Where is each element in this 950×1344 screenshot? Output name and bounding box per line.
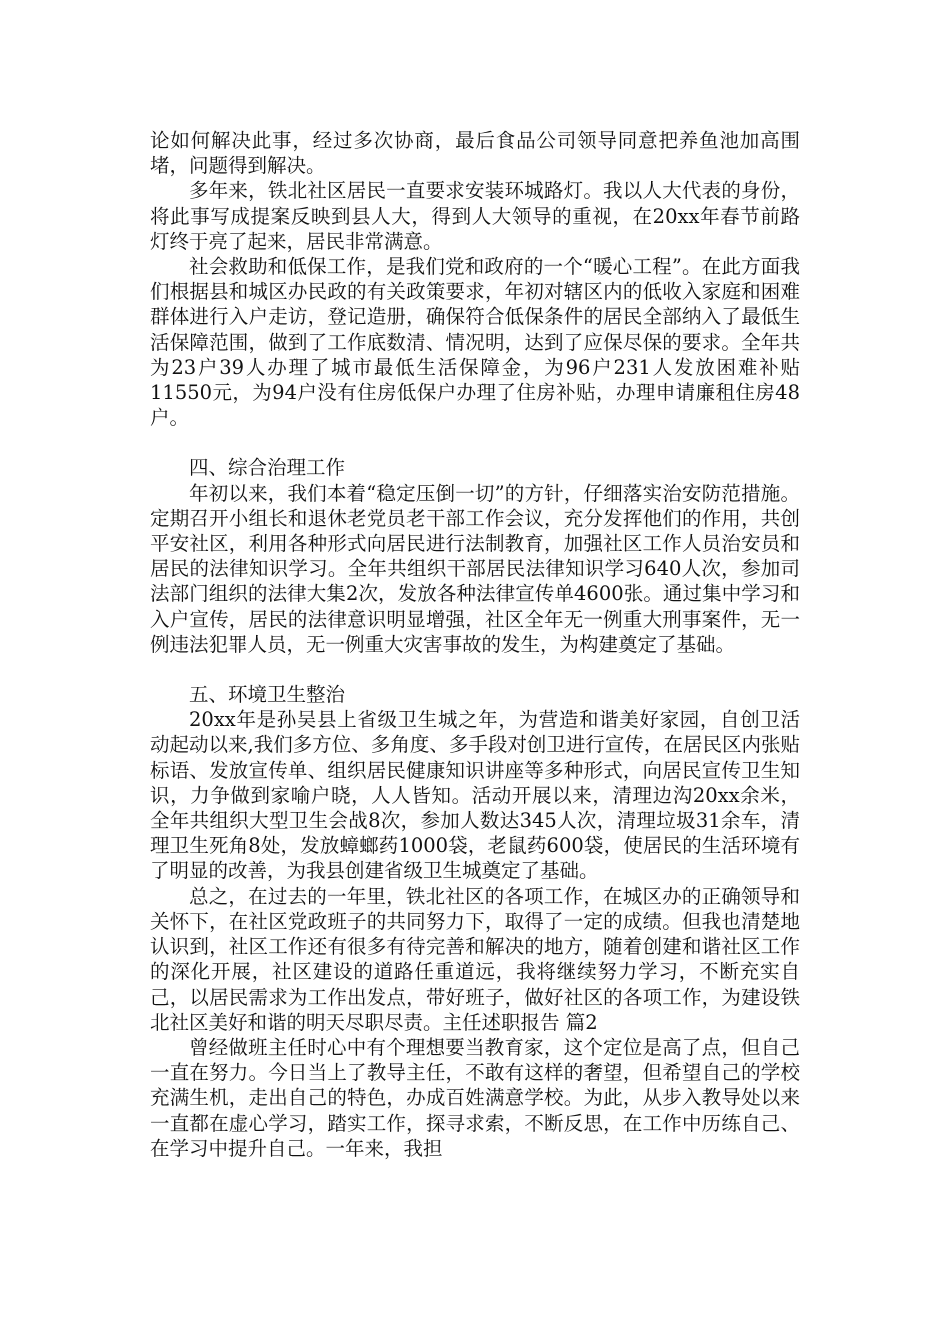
paragraph-environmental-sanitation: 20xx年是孙吴县上省级卫生城之年，为营造和谐美好家园，自创卫活动起动以来,我们多方位、多角度、多手段对创卫进行宣传，在居民区内张贴标语、发放宣传单、组织居民健康知识讲座等多种形式，向居民宣传卫生知识，力争做到家喻户晓，人人皆知。活动开展以来，清理边沟20xx余米，全年共组织大型卫生会战8次，参加人数达345人次，清理垃圾31余车，清理卫生死角8处，发放蟑螂药1000袋，老鼠药600袋，使居民的生活环境有了明显的改善，为我县创建省级卫生城奠定了基础。 [150,708,800,883]
document-page [150,128,800,1161]
paragraph-comprehensive-governance: 年初以来，我们本着“稳定压倒一切”的方针，仔细落实治安防范措施。定期召开小组长和退休老党员老干部工作会议，充分发挥他们的作用，共创平安社区，利用各种形式向居民进行法制教育，加强社区工作人员治安员和居民的法律知识学习。全年共组织干部居民法律知识学习640人次，参加司法部门组织的法律大集2次，发放各种法律宣传单4600张。通过集中学习和入户宣传，居民的法律意识明显增强，社区全年无一例重大刑事案件，无一例违法犯罪人员，无一例重大灾害事故的发生，为构建奠定了基础。 [150,481,800,656]
section-heading-environmental-sanitation: 五、环境卫生整治 [189,683,346,707]
section-heading-comprehensive-governance: 四、综合治理工作 [189,456,346,480]
paragraph-report-part-2: 曾经做班主任时心中有个理想要当教育家，这个定位是高了点，但自己一直在努力。今日当上了教导主任，不敢有这样的奢望，但希望自己的学校充满生机，走出自己的特色，办成百姓满意学校。为此，从步入教导处以来一直都在虚心学习，踏实工作，探寻求索，不断反思，在工作中历练自己、在学习中提升自己。一年来，我担 [150,1035,800,1160]
paragraph-continuation: 论如何解决此事，经过多次协商，最后食品公司领导同意把养鱼池加高围堵，问题得到解决。 [150,129,800,178]
paragraph-street-lights: 多年来，铁北社区居民一直要求安装环城路灯。我以人大代表的身份，将此事写成提案反映到县人大，得到人大领导的重视，在20xx年春节前路灯终于亮了起来，居民非常满意。 [150,179,800,253]
paragraph-social-assistance: 社会救助和低保工作，是我们党和政府的一个“暖心工程”。在此方面我们根据县和城区办民政的有关政策要求，年初对辖区内的低收入家庭和困难群体进行入户走访，登记造册，确保符合低保条件的居民全部纳入了最低生活保障范围，做到了工作底数清、情况明，达到了应保尽保的要求。全年共为23户39人办理了城市最低生活保障金，为96户231人发放困难补贴11550元，为94户没有住房低保户办理了住房补贴，办理申请廉租住房48户。 [150,255,800,430]
paragraph-conclusion: 总之，在过去的一年里，铁北社区的各项工作，在城区办的正确领导和关怀下，在社区党政班子的共同努力下，取得了一定的成绩。但我也清楚地认识到，社区工作还有很多有待完善和解决的地方，随着创建和谐社区工作的深化开展，社区建设的道路任重道远，我将继续努力学习，不断充实自己，以居民需求为工作出发点，带好班子，做好社区的各项工作，为建设铁北社区美好和谐的明天尽职尽责。主任述职报告 篇2 [150,884,800,1034]
